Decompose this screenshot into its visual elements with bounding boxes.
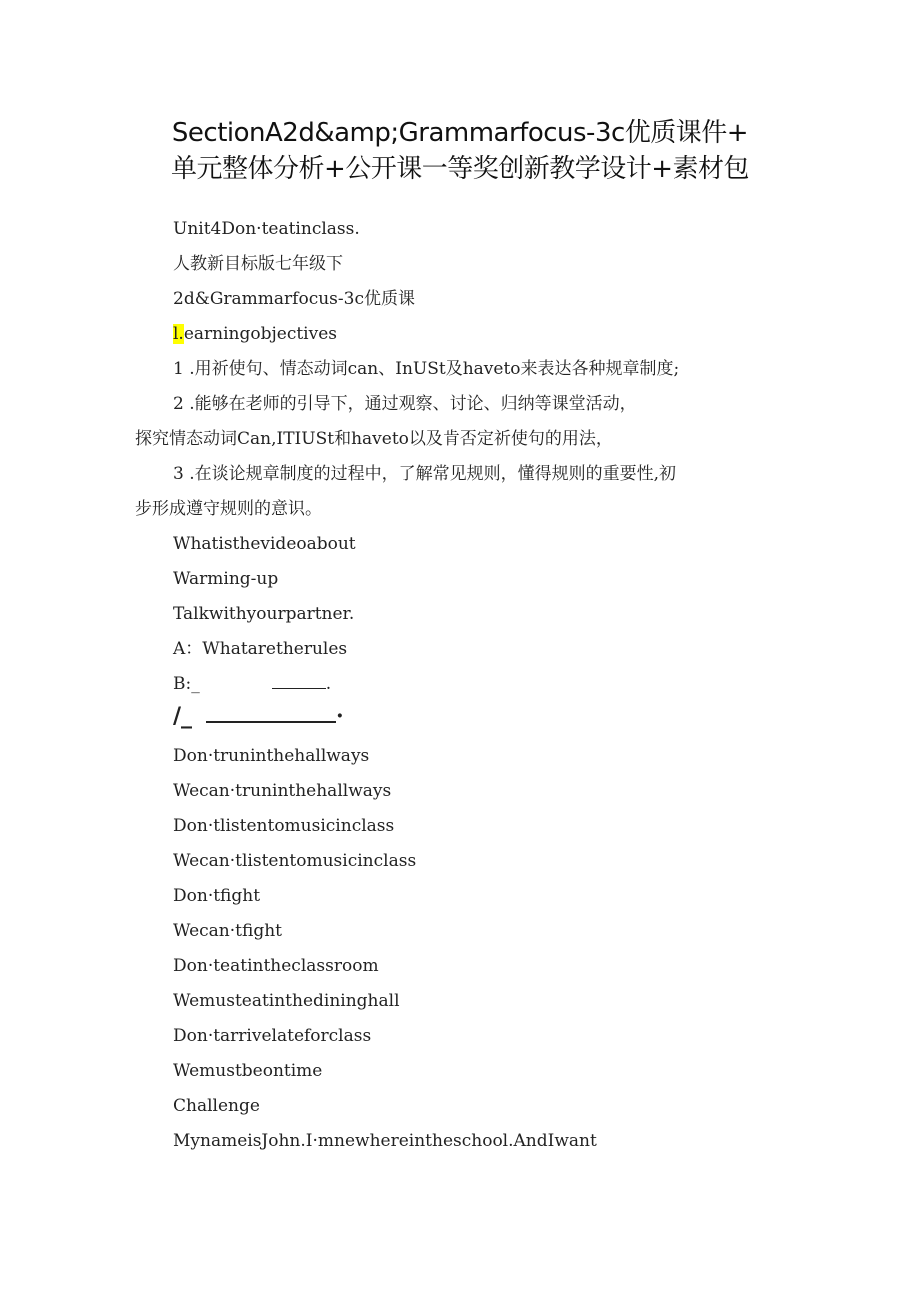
highlighted-marker: l. xyxy=(173,324,184,344)
video-question: Whatisthevideoabout xyxy=(173,534,356,554)
rule-line: Wecan·tlistentomusicinclass xyxy=(173,851,417,871)
answer-blank-long xyxy=(206,721,336,723)
dialogue-line-b-suffix: . xyxy=(325,674,332,694)
answer-blank xyxy=(272,688,326,689)
slash-suffix: · xyxy=(336,703,344,729)
dialogue-line-b-prefix: B:_ xyxy=(173,674,200,694)
dialogue-line-b xyxy=(173,673,331,695)
rule-line: Wemusteatinthedininghall xyxy=(173,991,400,1011)
rule-line: Don·truninthehallways xyxy=(173,746,370,766)
talk-instruction: Talkwithyourpartner. xyxy=(173,604,355,624)
rule-line: Don·teatintheclassroom xyxy=(173,956,379,976)
slash-prefix: /_ xyxy=(173,703,193,729)
unit-heading: Unit4Don·teatinclass. xyxy=(173,219,360,239)
warming-up-heading: Warming-up xyxy=(173,569,279,589)
dialogue-line-a: A：Whataretherules xyxy=(173,639,348,659)
objectives-heading xyxy=(173,323,337,345)
rule-line: Don·tlistentomusicinclass xyxy=(173,816,395,836)
dialogue-line-slash xyxy=(173,705,344,727)
objective-2: 2 .能够在老师的引导下，通过观察、讨论、归纳等课堂活动， xyxy=(173,394,637,414)
objective-2-continued: 探究情态动词Can,ITIUSt和haveto以及肯否定祈使句的用法， xyxy=(135,429,613,449)
rule-line: Wecan·tfight xyxy=(173,921,282,941)
rule-line: Don·tarrivelateforclass xyxy=(173,1026,372,1046)
challenge-text: MynameisJohn.I·mnewhereintheschool.AndIwant xyxy=(173,1131,597,1151)
textbook-edition: 人教新目标版七年级下 xyxy=(173,254,343,274)
objective-1: 1 .用祈使句、情态动词can、InUSt及haveto来表达各种规章制度; xyxy=(173,359,680,379)
objectives-heading-text: earningobjectives xyxy=(183,324,338,344)
rule-line: Wecan·truninthehallways xyxy=(173,781,392,801)
lesson-title: 2d&Grammarfocus-3c优质课 xyxy=(173,289,415,309)
document-title-line-1: SectionA2d&amp;Grammarfocus-3c优质课件+ xyxy=(171,118,749,148)
rule-line: Wemustbeontime xyxy=(173,1061,323,1081)
objective-3-continued: 步形成遵守规则的意识。 xyxy=(135,499,322,519)
challenge-heading: Challenge xyxy=(173,1096,260,1116)
document-title-line-2: 单元整体分析+公开课一等奖创新教学设计+素材包 xyxy=(170,154,750,184)
rule-line: Don·tfight xyxy=(173,886,261,906)
objective-3: 3 .在谈论规章制度的过程中，了解常见规则，懂得规则的重要性,初 xyxy=(173,464,677,484)
